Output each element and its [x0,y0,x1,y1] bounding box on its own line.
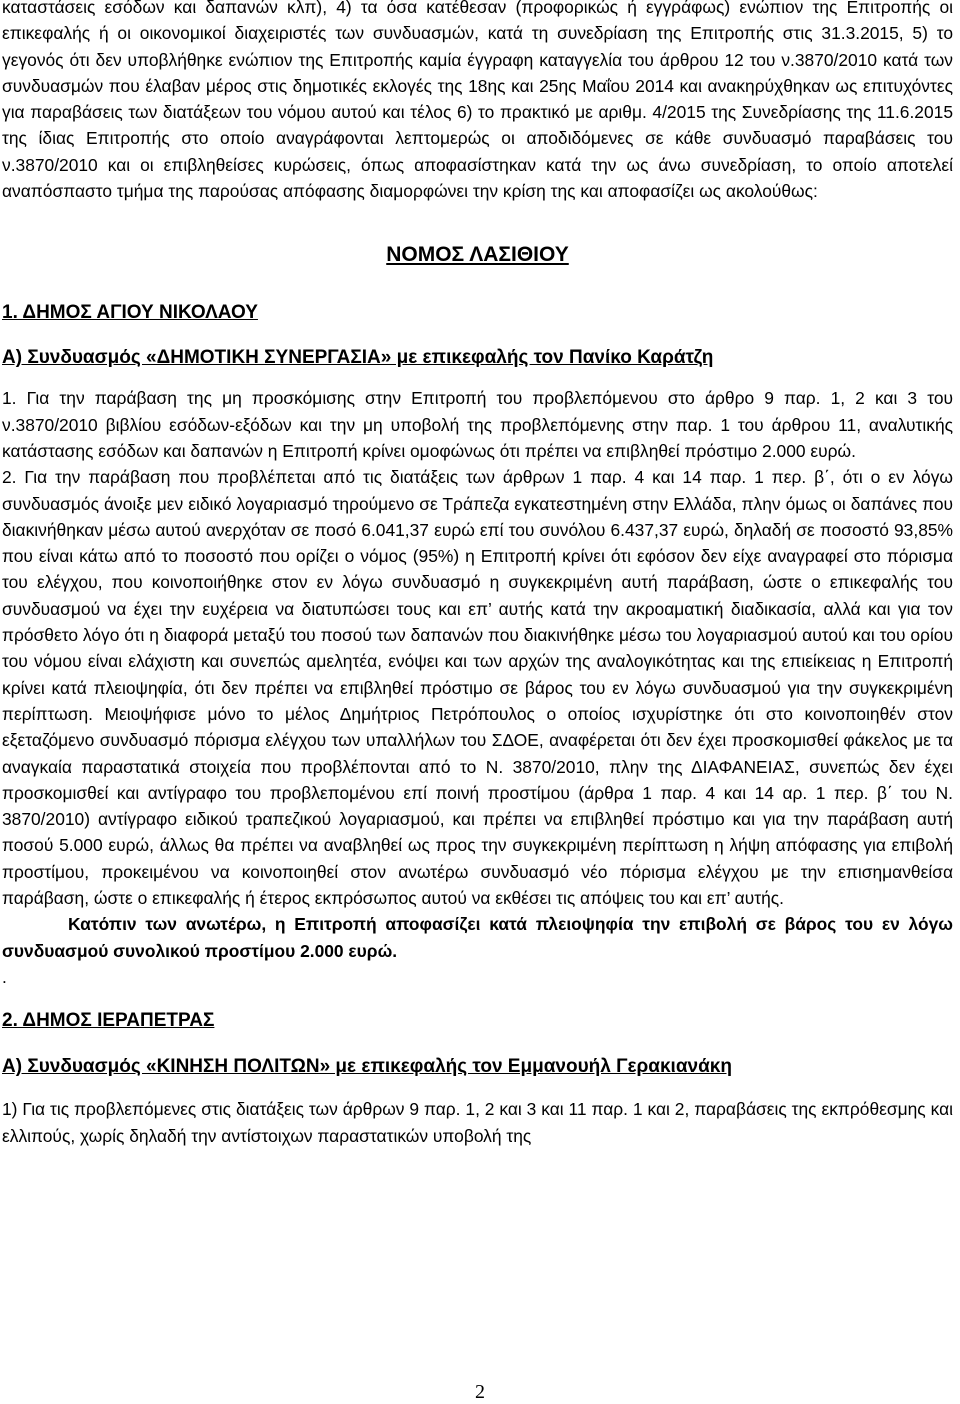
violation-item-2: 2. Για την παράβαση που προβλέπεται από τις διατάξεις των άρθρων 1 παρ. 4 και 14 παρ. 1 περ. β΄, ότι ο εν λόγω συνδυασμός άνοιξε μεν ειδικό λογαριασμό τηρούμενο σε Τράπεζα εγκατεστημένη στην Ελλάδα, πλην όμως οι δαπάνες που διακινήθηκαν μέσω αυτού ανερχόταν σε ποσό 6.041,37 ευρώ επί του συνόλου 6.437,37 ευρώ, δηλαδή σε ποσοστό 93,85% που είναι κάτω από το ποσοστό που ορίζει ο νόμος (95%) η Επιτροπή κρίνει ότι εφόσον δεν είχε αναγραφεί στο πόρισμα του ελέγχου, που κοινοποιήθηκε στον εν λόγω συνδυασμό η συγκεκριμένη αυτή παράβαση, ώστε ο επικεφαλής του συνδυασμού να έχει την ευχέρεια να διατυπώσει τους και επ’ αυτής κατά την ακροαματική διαδικασία, αλλά και για τον πρόσθετο λόγο ότι η διαφορά μεταξύ του ποσού των δαπανών που διακινήθηκε μέσω του λογαριασμού αυτού και του ορίου του νόμου είναι ελάχιστη και συνεπώς αμελητέα, ενόψει και των αρχών της αναλογικότητας και της επιείκειας η Επιτροπή κρίνει κατά πλειοψηφία, ότι δεν πρέπει να επιβληθεί πρόστιμο σε βάρος του εν λόγω συνδυασμού για την συγκεκριμένη περίπτωση. Μειοψήφισε μόνο το μέλος Δημήτριος Πετρόπουλος ο οποίος ισχυρίστηκε ότι στο κοινοποιηθέν στον εξεταζόμενο συνδυασμό πόρισμα ελέγχου των υπαλλήλων του ΣΔΟΕ, αναφέρεται ότι δεν έχει προσκομισθεί φάκελος με τα αναγκαία παραστατικά στοιχεία που προβλέπονται από το Ν. 3870/2010, πλην της ΔΙΑΦΑΝΕΙΑΣ, συνεπώς δεν έχει προσκομισθεί και αντίγραφο του προβλεπομένου επί ποινή προστίμου (άρθρα 1 παρ. 4 και 14 αρ. 1 περ. β΄ του Ν. 3870/2010) αντίγραφο ειδικού τραπεζικού λογαριασμού, και πρέπει να επιβληθεί πρόστιμο και για την παράβαση αυτή ποσού 5.000 ευρώ, άλλως θα πρέπει να αναβληθεί ως προς την συγκεκριμένη περίπτωση η λήψη απόφασης για επιβολή προστίμου, προκειμένου να κοινοποιηθεί στον ανωτέρω συνδυασμό νέο πόρισμα ελέγχου με την επισημανθείσα παράβαση, ώστε ο επικεφαλής ή έτερος εκπρόσωπος αυτού να εκθέσει τις απόψεις του και επ’ αυτής. [2,467,953,909]
violation-item-1-section2: 1) Για τις προβλεπόμενες στις διατάξεις των άρθρων 9 παρ. 1, 2 και 3 και 11 παρ. 1 και 2, παραβάσεις της εκπρόθεσμης και ελλιπούς, χωρίς δηλαδή την αντίστοιχων παραστατικών υποβολή της [2,1099,953,1146]
prefecture-heading: ΝΟΜΟΣ ΛΑΣΙΘΙΟΥ [386,243,569,267]
municipality-heading-ierapetra: 2. ΔΗΜΟΣ ΙΕΡΑΠΕΤΡΑΣ [2,1010,215,1032]
decision-conclusion: Κατόπιν των ανωτέρω, η Επιτροπή αποφασίζει κατά πλειοψηφία την επιβολή σε βάρος του εν λόγω συνδυασμού συνολικού προστίμου 2.000 ευρώ. [2,914,953,961]
municipality-heading-agios-nikolaos: 1. ΔΗΜΟΣ ΑΓΙΟΥ ΝΙΚΟΛΑΟΥ [2,302,258,324]
violation-item-1: 1. Για την παράβαση της μη προσκόμισης στην Επιτροπή του προβλεπόμενου στο άρθρο 9 παρ. 1, 2 και 3 του ν.3870/2010 βιβλίου εσόδων-εξόδων και την μη υποβολή της προβλεπόμενης στην παρ. 1 του άρθρου 11, αναλυτικής κατάστασης εσόδων και δαπανών η Επιτροπή κρίνει ομοφώνως ότι πρέπει να επιβληθεί πρόστιμο 2.000 ευρώ. [2,388,953,461]
coalition-heading-dimotiki-synergasia: Α) Συνδυασμός «ΔΗΜΟΤΙΚΗ ΣΥΝΕΡΓΑΣΙΑ» με επικεφαλής τον Πανίκο Καράτζη [2,347,714,369]
intro-paragraph: καταστάσεις εσόδων και δαπανών κλπ), 4) τα όσα κατέθεσαν (προφορικώς ή εγγράφως) ενώπιον της Επιτροπής οι επικεφαλής ή οι οικονομικοί διαχειριστές των συνδυασμών, κατά τη συνεδρίαση της Επιτροπής στις 31.3.2015, 5) το γεγονός ότι δεν υποβλήθηκε ενώπιον της Επιτροπής καμία έγγραφη καταγγελία του άρθρου 12 του ν.3870/2010 κατά των συνδυασμών που έλαβαν μέρος στις δημοτικές εκλογές της 18ης και 25ης Μαΐου 2014 και ανακηρύχθηκαν ως επιτυχόντες για παραβάσεις των διατάξεων του νόμου αυτού και τέλος 6) το πρακτικό με αριθμ. 4/2015 της Συνεδρίασης της 11.6.2015 της ίδιας Επιτροπής στο οποίο αναγράφονται λεπτομερώς οι αποδιδόμενες σε κάθε συνδυασμό παραβάσεις του ν.3870/2010 και οι επιβληθείσες κυρώσεις, όπως αποφασίστηκαν κατά την ως άνω συνεδρίαση, το οποίο αποτελεί αναπόσπαστο τμήμα της παρούσας απόφασης διαμορφώνει την κρίση της και αποφασίζει ως ακολούθως: [2,0,953,202]
page-number: 2 [475,1381,485,1403]
coalition-heading-kinisi-politon: Α) Συνδυασμός «ΚΙΝΗΣΗ ΠΟΛΙΤΩΝ» με επικεφαλής τον Εμμανουήλ Γερακιανάκη [2,1056,732,1078]
separator-dot: . [2,966,7,987]
